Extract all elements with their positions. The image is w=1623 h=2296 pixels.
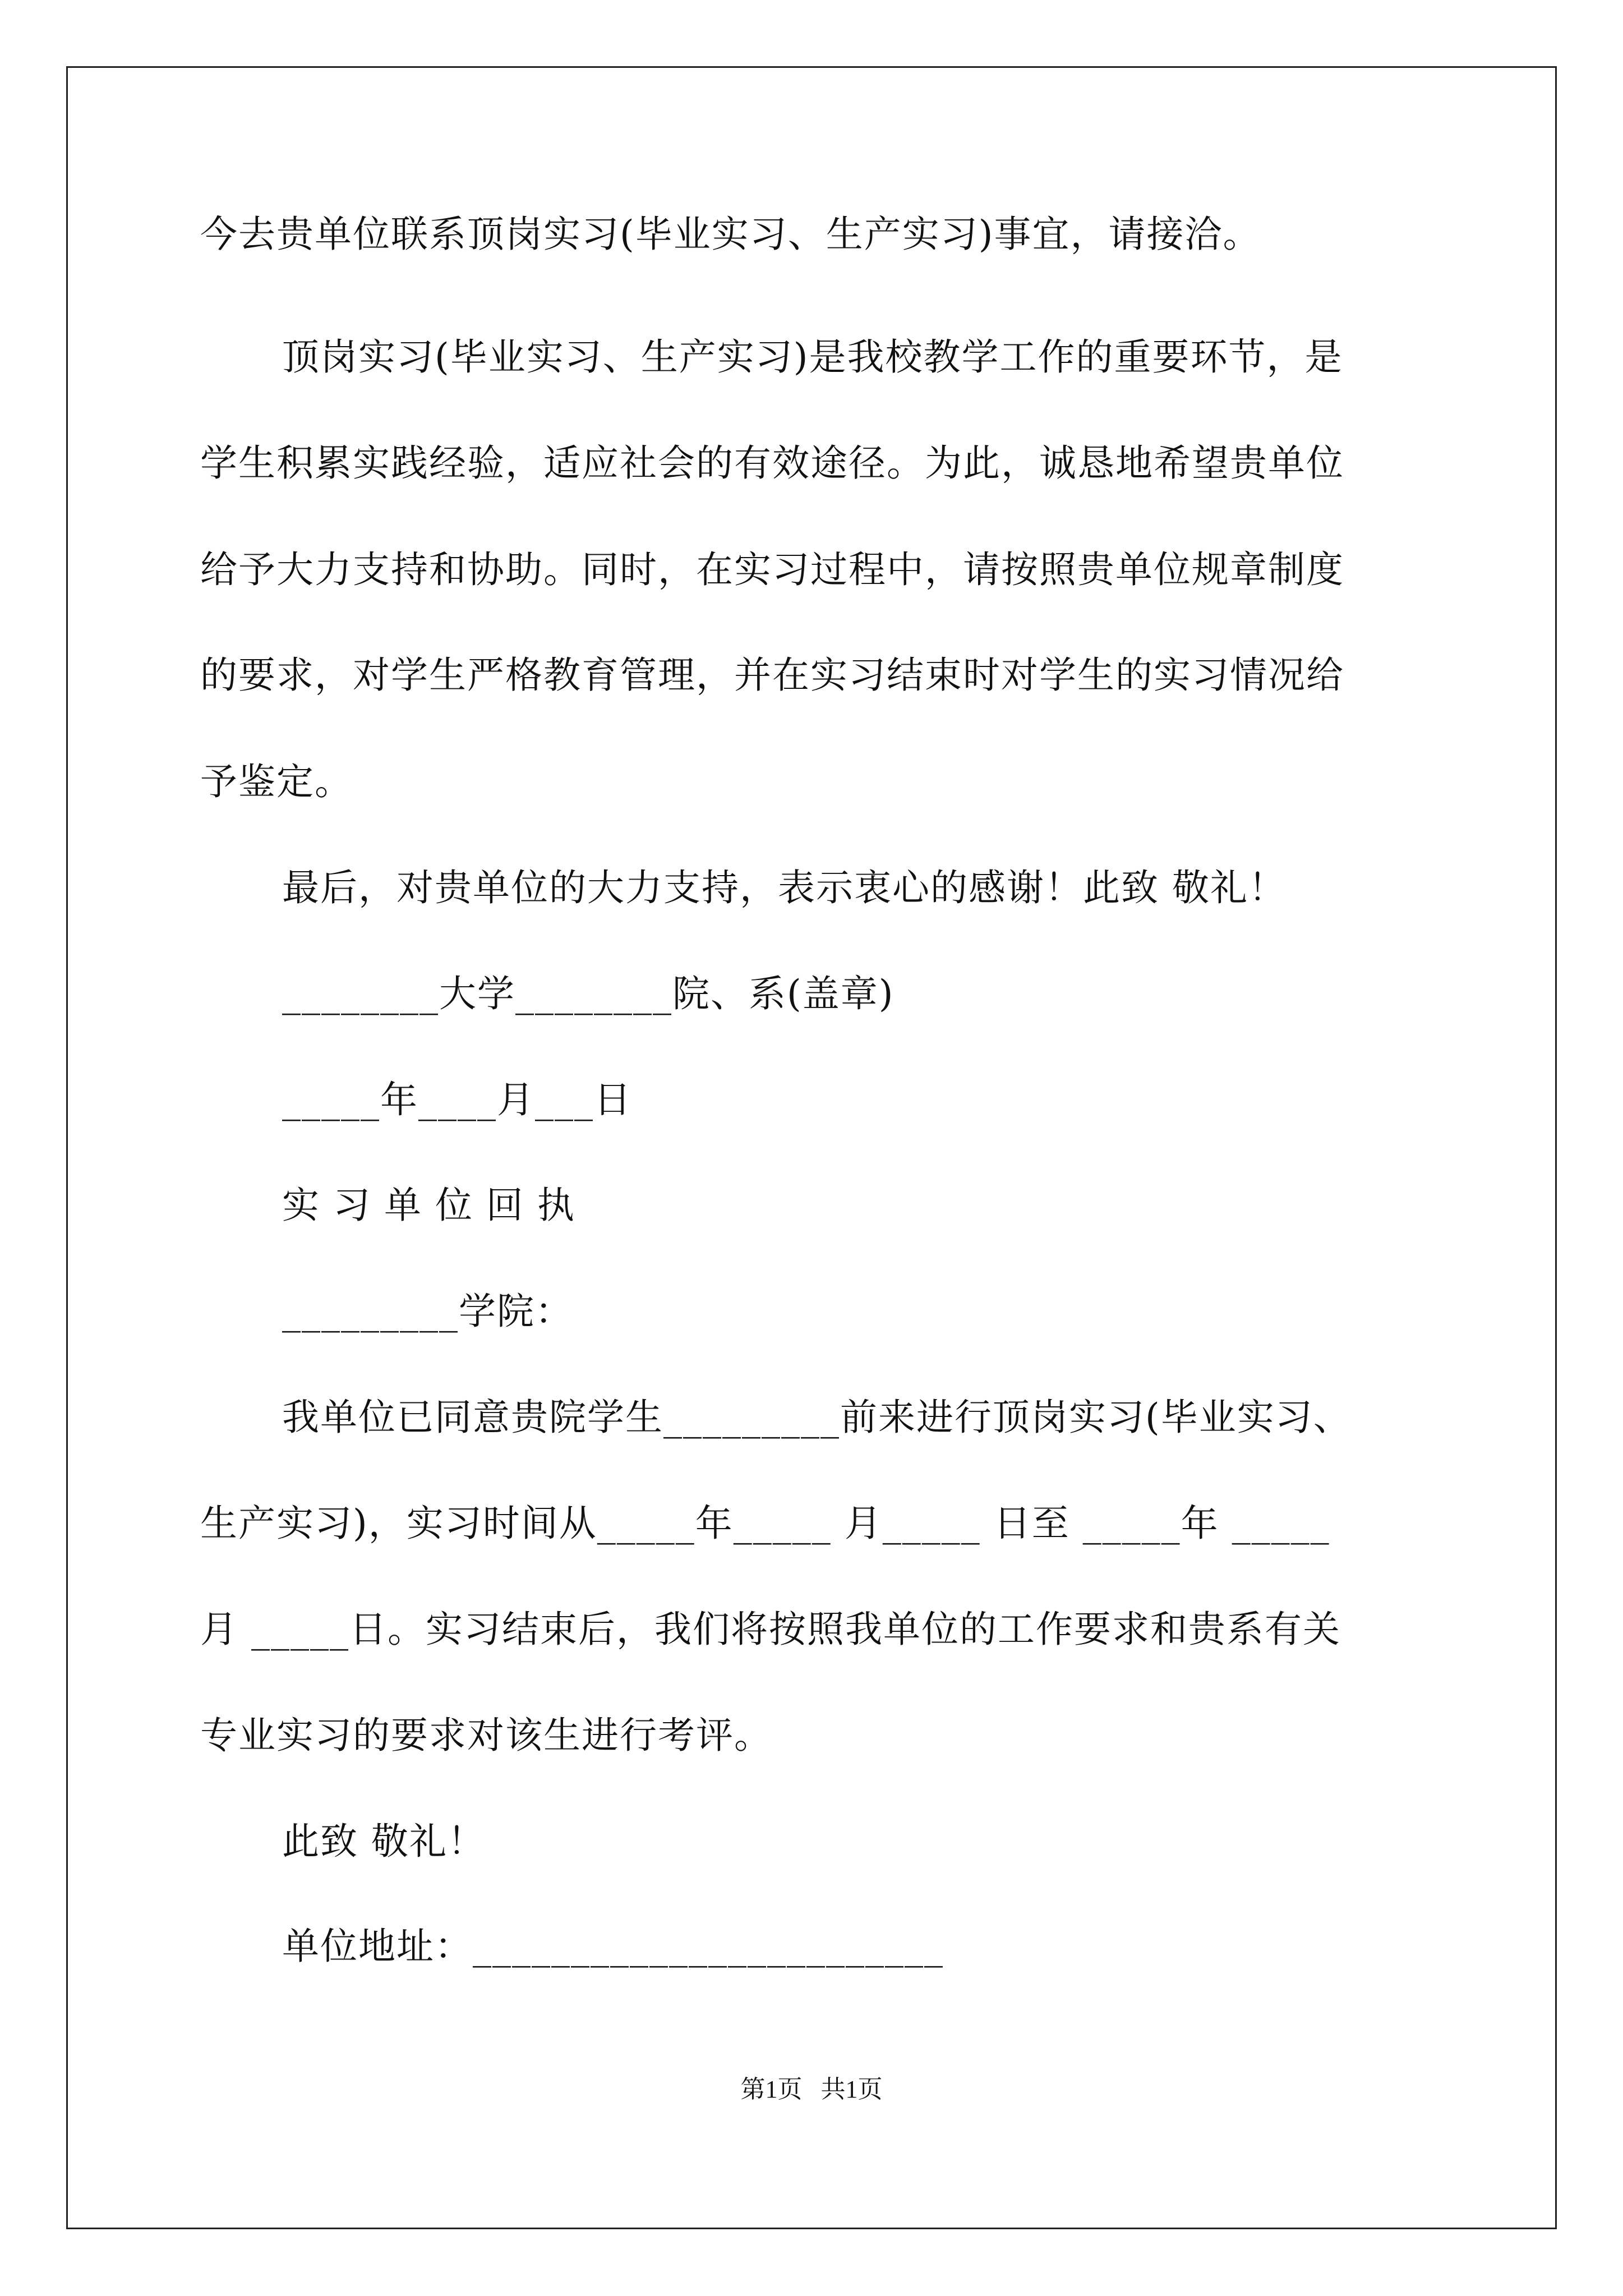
body-line-3: 学生积累实践经验，适应社会的有效途径。为此，诚恳地希望贵单位 [200, 441, 1344, 485]
page-border [66, 66, 1557, 2229]
body-line-1: 今去贵单位联系顶岗实习(毕业实习、生产实习)事宜，请接洽。 [200, 213, 1261, 256]
signature-institution-line: ________大学________院、系(盖章) [282, 972, 895, 1015]
receipt-line-1: 我单位已同意贵院学生_________前来进行顶岗实习(毕业实习、 [282, 1396, 1352, 1439]
receipt-line-2: 生产实习)，实习时间从_____年_____ 月_____ 日至 _____年 _____ [200, 1502, 1330, 1545]
receipt-addressee: _________学院： [282, 1290, 573, 1333]
page-number-footer: 第1页 共1页 [740, 2076, 883, 2103]
body-line-6: 予鉴定。 [200, 760, 353, 803]
unit-address-line: 单位地址：________________________ [282, 1925, 944, 1968]
body-line-4: 给予大力支持和协助。同时，在实习过程中，请按照贵单位规章制度 [200, 548, 1344, 591]
receipt-line-4: 专业实习的要求对该生进行考评。 [200, 1714, 772, 1757]
body-line-7: 最后，对贵单位的大力支持，表示衷心的感谢！此致 敬礼！ [282, 866, 1287, 909]
receipt-line-3: 月 _____日。实习结束后，我们将按照我单位的工作要求和贵系有关 [200, 1608, 1341, 1651]
receipt-heading: 实 习 单 位 回 执 [282, 1184, 575, 1227]
signature-date-line: _____年____月___日 [282, 1078, 632, 1121]
body-line-2: 顶岗实习(毕业实习、生产实习)是我校教学工作的重要环节，是 [282, 335, 1343, 379]
body-line-5: 的要求，对学生严格教育管理，并在实习结束时对学生的实习情况给 [200, 654, 1344, 697]
receipt-closing: 此致 敬礼！ [282, 1820, 486, 1863]
